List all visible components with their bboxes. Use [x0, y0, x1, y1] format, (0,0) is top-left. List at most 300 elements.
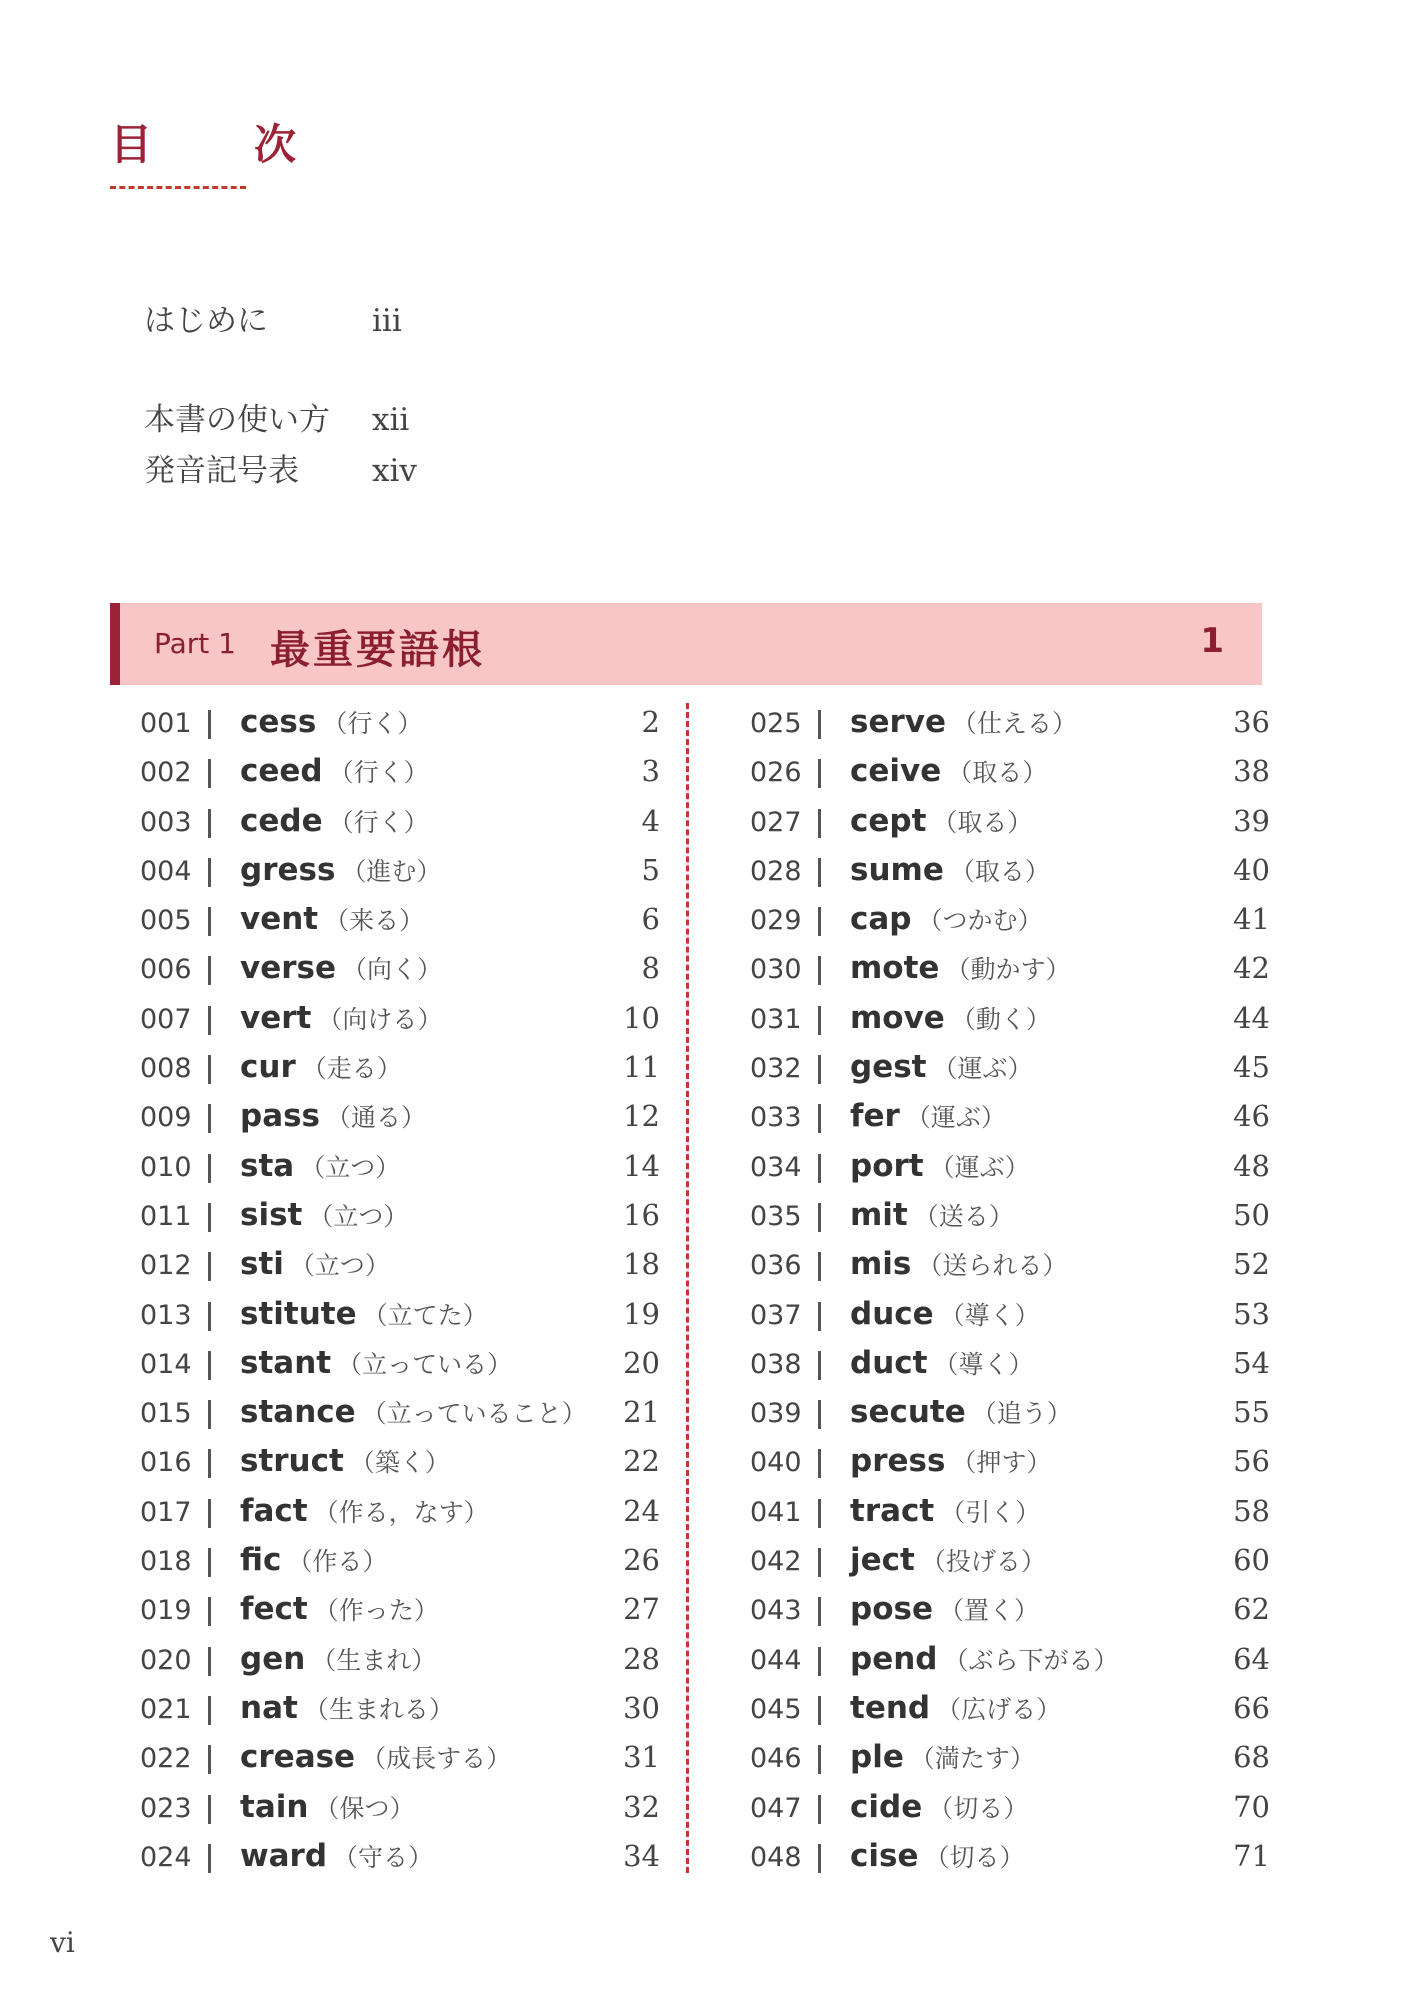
toc-entry[interactable] [750, 1242, 1270, 1291]
entry-text [240, 704, 422, 740]
entry-text [850, 1148, 1030, 1184]
entry-page: 32 [623, 1789, 660, 1824]
toc-entry[interactable] [750, 799, 1270, 848]
entry-gloss: （行く） [322, 709, 423, 738]
entry-root: duct [850, 1344, 928, 1381]
entry-separator [208, 1302, 211, 1331]
entry-gloss: （来る） [324, 906, 425, 936]
entry-number: 042 [750, 1546, 802, 1578]
entry-root: nat [240, 1689, 298, 1726]
entry-text [240, 753, 429, 789]
entry-separator [208, 1449, 211, 1478]
entry-page: 6 [641, 902, 660, 937]
entry-number: 006 [140, 954, 192, 986]
entry-text [240, 852, 441, 888]
toc-title: 目 次 [110, 120, 327, 169]
toc-entry[interactable] [140, 1439, 660, 1488]
toc-entry[interactable] [140, 946, 660, 995]
entry-root: mote [850, 950, 940, 987]
entry-page: 46 [1233, 1099, 1270, 1134]
entry-gloss: （切る） [924, 1842, 1025, 1872]
entry-separator [818, 1252, 821, 1281]
entry-gloss: （立つ） [308, 1201, 409, 1231]
entry-text [850, 1296, 1040, 1332]
entry-gloss: （通る） [326, 1103, 427, 1133]
entry-root: pass [240, 1098, 321, 1135]
entry-text [850, 1690, 1061, 1726]
page-folio: vi [50, 1926, 75, 1959]
entry-separator [818, 1154, 821, 1183]
entry-text [240, 1690, 454, 1726]
entry-gloss: （生まれる） [303, 1694, 454, 1724]
entry-number: 016 [140, 1447, 192, 1479]
entry-root: sume [850, 851, 944, 888]
entry-page: 42 [1233, 951, 1270, 986]
entry-root: tain [240, 1788, 309, 1825]
entry-text [240, 1049, 402, 1085]
front-entry-label: 本書の使い方 [144, 402, 330, 438]
entry-separator [818, 1203, 821, 1232]
entry-separator [208, 1006, 211, 1035]
entry-gloss: （作る） [287, 1547, 388, 1577]
entry-separator [208, 710, 211, 739]
entry-page: 58 [1233, 1493, 1270, 1528]
entry-separator [818, 1597, 821, 1626]
entry-page: 11 [623, 1050, 660, 1085]
toc-entry[interactable] [140, 1834, 660, 1883]
entry-gloss: （取る） [949, 856, 1050, 886]
toc-entry[interactable] [750, 1094, 1270, 1143]
entry-text [240, 1591, 439, 1627]
entry-page: 27 [623, 1592, 660, 1627]
entry-root: cess [240, 704, 317, 740]
toc-column-right [750, 700, 1270, 1883]
entry-root: move [850, 999, 945, 1036]
front-entry-page: xii [372, 402, 410, 438]
entry-root: struct [240, 1443, 344, 1480]
entry-number: 044 [750, 1644, 802, 1676]
entry-root: tend [850, 1689, 931, 1726]
toc-entry[interactable] [750, 946, 1270, 995]
entry-number: 011 [140, 1200, 192, 1232]
entry-root: ceed [240, 753, 323, 790]
entry-gloss: （置く） [938, 1596, 1039, 1626]
entry-number: 031 [750, 1003, 802, 1035]
entry-number: 030 [750, 954, 802, 986]
toc-entry[interactable] [750, 897, 1270, 946]
entry-separator [818, 1400, 821, 1429]
entry-number: 008 [140, 1053, 192, 1085]
entry-page: 4 [641, 803, 660, 838]
toc-entry[interactable] [140, 996, 660, 1045]
entry-text [850, 1789, 1028, 1825]
entry-number: 009 [140, 1102, 192, 1134]
entry-root: pose [850, 1591, 933, 1628]
entry-gloss: （押す） [951, 1448, 1052, 1478]
entry-text [240, 1148, 400, 1184]
entry-gloss: （行く） [328, 807, 429, 837]
entry-root: gen [240, 1640, 306, 1677]
entry-root: vent [240, 901, 319, 938]
entry-text [240, 1197, 408, 1233]
entry-separator [818, 1696, 821, 1725]
entry-root: fer [850, 1098, 900, 1135]
entry-number: 013 [140, 1299, 192, 1331]
entry-root: vert [240, 999, 312, 1036]
entry-separator [818, 809, 821, 838]
entry-page: 66 [1233, 1690, 1270, 1725]
toc-entry[interactable] [140, 1735, 660, 1784]
entry-text [850, 1098, 1006, 1134]
entry-separator [208, 1696, 211, 1725]
entry-page: 50 [1233, 1197, 1270, 1232]
entry-number: 001 [140, 708, 192, 739]
entry-number: 045 [750, 1693, 802, 1725]
entry-gloss: （運ぶ） [929, 1152, 1030, 1182]
entry-number: 003 [140, 806, 192, 838]
entry-separator [818, 907, 821, 936]
entry-root: sist [240, 1196, 303, 1233]
entry-text [850, 852, 1050, 888]
entry-text [240, 901, 424, 937]
toc-entry[interactable] [750, 700, 1270, 749]
entry-root: port [850, 1147, 924, 1184]
entry-number: 024 [140, 1841, 192, 1873]
entry-number: 022 [140, 1743, 192, 1775]
entry-gloss: （行く） [328, 758, 429, 788]
entry-separator [818, 1548, 821, 1577]
entry-page: 12 [623, 1099, 660, 1134]
entry-text [850, 1838, 1025, 1874]
entry-root: cide [850, 1788, 923, 1825]
entry-number: 037 [750, 1299, 802, 1331]
entry-page: 28 [623, 1641, 660, 1676]
entry-number: 048 [750, 1841, 802, 1873]
entry-gloss: （作った） [313, 1596, 439, 1626]
entry-root: fact [240, 1492, 308, 1529]
entry-gloss: （成長する） [361, 1744, 512, 1774]
entry-page: 26 [623, 1543, 660, 1578]
toc-entry[interactable] [750, 1587, 1270, 1636]
entry-number: 027 [750, 806, 802, 838]
entry-root: secute [850, 1394, 966, 1431]
entry-root: crease [240, 1739, 356, 1776]
toc-entry[interactable] [140, 749, 660, 798]
toc-entry[interactable] [750, 1834, 1270, 1883]
entry-separator [208, 858, 211, 887]
entry-root: press [850, 1443, 946, 1480]
entry-root: ward [240, 1837, 328, 1874]
entry-page: 16 [623, 1197, 660, 1232]
entry-separator [208, 1795, 211, 1824]
entry-gloss: （生まれ） [311, 1645, 437, 1675]
entry-gloss: （投げる） [920, 1547, 1046, 1577]
entry-separator [208, 1055, 211, 1084]
entry-text [850, 1049, 1033, 1085]
entry-page: 60 [1233, 1543, 1270, 1578]
entry-separator [208, 1203, 211, 1232]
toc-entry[interactable] [140, 1292, 660, 1341]
entry-gloss: （立てた） [362, 1300, 488, 1330]
entry-number: 035 [750, 1200, 802, 1232]
entry-gloss: （運ぶ） [905, 1103, 1006, 1133]
entry-separator [208, 1104, 211, 1133]
entry-text [240, 1000, 442, 1036]
entry-text [240, 1493, 489, 1529]
toc-entry[interactable] [140, 799, 660, 848]
entry-number: 041 [750, 1496, 802, 1528]
toc-entry[interactable] [750, 848, 1270, 897]
entry-separator [818, 1055, 821, 1084]
toc-entry[interactable] [140, 1686, 660, 1735]
toc-entry[interactable] [140, 1242, 660, 1291]
toc-entry[interactable] [750, 1341, 1270, 1390]
entry-gloss: （向ける） [317, 1004, 443, 1034]
entry-root: ject [850, 1542, 915, 1579]
entry-number: 028 [750, 855, 802, 887]
entry-page: 14 [623, 1148, 660, 1183]
toc-entry[interactable] [750, 1193, 1270, 1242]
entry-number: 026 [750, 757, 802, 789]
entry-separator [818, 1449, 821, 1478]
entry-gloss: （引く） [940, 1497, 1041, 1527]
entry-text [850, 1394, 1072, 1430]
toc-entry[interactable] [750, 1439, 1270, 1488]
entry-text [850, 1493, 1040, 1529]
entry-page: 34 [623, 1838, 660, 1873]
entry-root: stitute [240, 1295, 357, 1332]
toc-entry[interactable] [750, 1292, 1270, 1341]
toc-entry[interactable] [750, 1686, 1270, 1735]
toc-entry[interactable] [140, 1144, 660, 1193]
entry-page: 54 [1233, 1345, 1270, 1380]
entry-number: 005 [140, 905, 192, 937]
entry-gloss: （追う） [971, 1399, 1072, 1429]
entry-separator [818, 956, 821, 985]
toc-entry[interactable] [140, 1045, 660, 1094]
entry-gloss: （築く） [349, 1448, 450, 1478]
toc-entry[interactable] [140, 1489, 660, 1538]
entry-text [850, 753, 1047, 789]
toc-entry[interactable] [140, 848, 660, 897]
toc-entry[interactable] [750, 1045, 1270, 1094]
entry-separator [208, 1252, 211, 1281]
entry-root: sti [240, 1246, 284, 1283]
entry-gloss: （運ぶ） [932, 1054, 1033, 1084]
entry-root: gress [240, 851, 336, 888]
entry-gloss: （立つ） [300, 1152, 401, 1182]
toc-entry[interactable] [750, 1637, 1270, 1686]
entry-separator [208, 1499, 211, 1528]
entry-gloss: （動く） [950, 1004, 1051, 1034]
entry-gloss: （進む） [341, 856, 442, 886]
entry-text [240, 1739, 511, 1775]
entry-page: 62 [1233, 1592, 1270, 1627]
toc-entry[interactable] [140, 1094, 660, 1143]
entry-gloss: （立つ） [289, 1251, 390, 1281]
entry-number: 025 [750, 708, 802, 739]
toc-entry[interactable] [140, 1538, 660, 1587]
entry-page: 39 [1233, 803, 1270, 838]
entry-separator [208, 1745, 211, 1774]
entry-page: 44 [1233, 1000, 1270, 1035]
front-entry-label: はじめに [144, 303, 268, 339]
entry-separator [208, 907, 211, 936]
entry-page: 68 [1233, 1740, 1270, 1775]
entry-text [240, 1443, 450, 1479]
entry-separator [208, 1154, 211, 1183]
entry-gloss: （導く） [933, 1349, 1034, 1379]
entry-text [240, 1789, 414, 1825]
entry-text [240, 1394, 587, 1430]
toc-entry[interactable] [750, 1390, 1270, 1439]
entry-number: 047 [750, 1792, 802, 1824]
entry-root: cap [850, 901, 912, 938]
entry-text [850, 950, 1070, 986]
entry-page: 38 [1233, 754, 1270, 789]
entry-text [850, 1345, 1033, 1381]
entry-number: 046 [750, 1743, 802, 1775]
entry-number: 010 [140, 1151, 192, 1183]
toc-entry[interactable] [750, 996, 1270, 1045]
entry-root: gest [850, 1049, 927, 1086]
toc-entry[interactable] [140, 897, 660, 946]
entry-number: 036 [750, 1250, 802, 1282]
toc-entry[interactable] [140, 1637, 660, 1686]
part-number: Part 1 [154, 627, 236, 660]
entry-gloss: （切る） [928, 1793, 1029, 1823]
entry-root: cede [240, 802, 323, 839]
toc-column-left [140, 700, 660, 1883]
toc-entry[interactable] [140, 1785, 660, 1834]
entry-page: 52 [1233, 1247, 1270, 1282]
entry-page: 2 [641, 705, 660, 739]
entry-text [850, 1246, 1067, 1282]
entry-text [240, 1641, 436, 1677]
entry-gloss: （満たす） [909, 1744, 1035, 1774]
entry-text [850, 1739, 1035, 1775]
entry-root: mit [850, 1196, 908, 1233]
entry-page: 64 [1233, 1641, 1270, 1676]
entry-root: mis [850, 1246, 912, 1283]
entry-number: 029 [750, 905, 802, 937]
entry-root: serve [850, 704, 946, 740]
entry-number: 039 [750, 1398, 802, 1430]
entry-gloss: （動かす） [945, 955, 1071, 985]
entry-separator [818, 1647, 821, 1676]
toc-entry[interactable] [140, 1587, 660, 1636]
entry-gloss: （立っている） [337, 1349, 513, 1379]
entry-number: 034 [750, 1151, 802, 1183]
entry-separator [208, 759, 211, 788]
entry-separator [208, 1844, 211, 1873]
entry-number: 015 [140, 1398, 192, 1430]
toc-entry[interactable] [750, 1144, 1270, 1193]
entry-root: verse [240, 950, 336, 987]
entry-text [850, 1542, 1046, 1578]
front-entry-label: 発音記号表 [144, 453, 299, 489]
title-underline [110, 186, 246, 189]
entry-gloss: （ぶら下がる） [943, 1645, 1119, 1675]
entry-separator [208, 1400, 211, 1429]
entry-separator [818, 1006, 821, 1035]
entry-gloss: （取る） [932, 807, 1033, 837]
entry-separator [818, 1795, 821, 1824]
toc-entry[interactable] [750, 1735, 1270, 1784]
entry-separator [818, 1499, 821, 1528]
toc-entry[interactable] [140, 700, 660, 749]
entry-text [240, 1838, 433, 1874]
entry-text [240, 1296, 488, 1332]
entry-gloss: （広げる） [936, 1694, 1062, 1724]
entry-separator [818, 710, 821, 739]
entry-gloss: （送られる） [917, 1251, 1068, 1281]
entry-page: 48 [1233, 1148, 1270, 1183]
entry-text [850, 704, 1077, 740]
entry-page: 71 [1233, 1838, 1270, 1873]
entry-page: 19 [623, 1296, 660, 1331]
entry-page: 22 [623, 1444, 660, 1479]
toc-entry[interactable] [750, 1489, 1270, 1538]
entry-text [240, 1098, 426, 1134]
entry-number: 038 [750, 1348, 802, 1380]
entry-number: 043 [750, 1595, 802, 1627]
entry-root: fic [240, 1542, 282, 1579]
entry-text [850, 1000, 1051, 1036]
entry-page: 40 [1233, 852, 1270, 887]
part-header[interactable] [110, 603, 1262, 685]
entry-root: fect [240, 1591, 308, 1628]
entry-root: cur [240, 1049, 296, 1086]
toc-entry[interactable] [750, 1785, 1270, 1834]
entry-number: 020 [140, 1644, 192, 1676]
entry-separator [818, 1745, 821, 1774]
entry-number: 021 [140, 1693, 192, 1725]
entry-gloss: （取る） [947, 758, 1048, 788]
toc-entry[interactable] [750, 1538, 1270, 1587]
entry-number: 023 [140, 1792, 192, 1824]
entry-number: 040 [750, 1447, 802, 1479]
entry-number: 032 [750, 1053, 802, 1085]
entry-separator [818, 759, 821, 788]
toc-entry[interactable] [140, 1193, 660, 1242]
entry-separator [818, 1302, 821, 1331]
entry-text [850, 1591, 1039, 1627]
entry-text [240, 803, 429, 839]
entry-gloss: （つかむ） [917, 906, 1043, 936]
entry-number: 012 [140, 1250, 192, 1282]
entry-root: sta [240, 1147, 295, 1184]
entry-number: 033 [750, 1102, 802, 1134]
entry-page: 20 [623, 1345, 660, 1380]
entry-page: 56 [1233, 1444, 1270, 1479]
entry-separator [208, 1351, 211, 1380]
entry-root: ceive [850, 753, 942, 790]
toc-entry[interactable] [140, 1341, 660, 1390]
front-entry-page: iii [372, 303, 402, 339]
toc-entry[interactable] [750, 749, 1270, 798]
entry-page: 36 [1233, 705, 1270, 739]
entry-page: 18 [623, 1247, 660, 1282]
entry-text [240, 1246, 390, 1282]
entry-number: 017 [140, 1496, 192, 1528]
entry-separator [818, 1104, 821, 1133]
toc-entry[interactable] [140, 1390, 660, 1439]
entry-number: 019 [140, 1595, 192, 1627]
entry-text [850, 901, 1043, 937]
entry-text [850, 1641, 1119, 1677]
entry-number: 007 [140, 1003, 192, 1035]
